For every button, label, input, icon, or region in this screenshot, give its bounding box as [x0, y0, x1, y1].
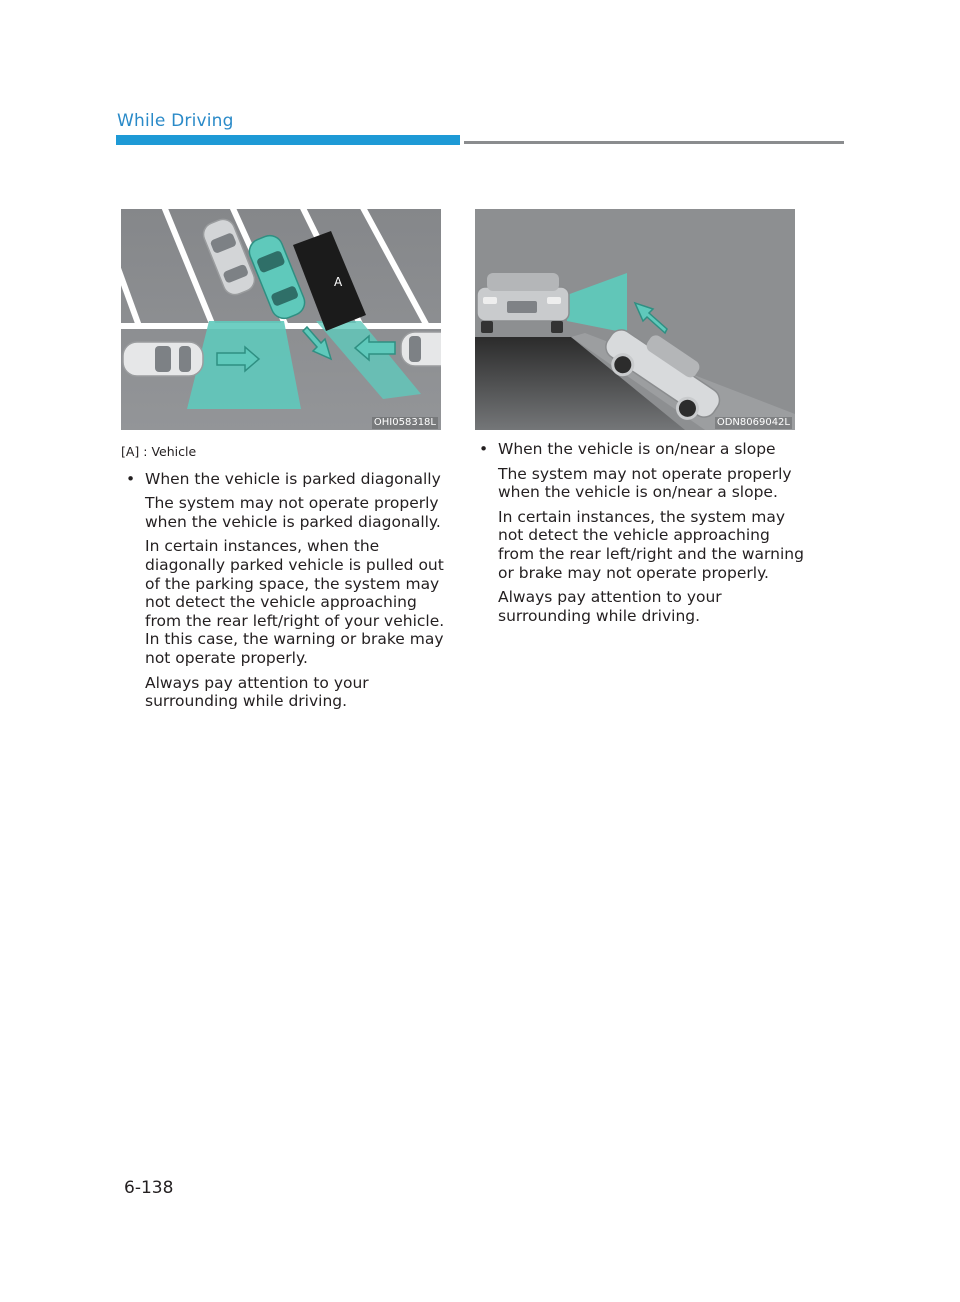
bullet-icon: • — [479, 440, 489, 458]
bullet-heading: • When the vehicle is on/near a slope — [479, 440, 776, 458]
header-rule — [464, 141, 844, 144]
paragraph: The system may not operate properly when the vehicle is on/near a slope. — [498, 464, 792, 502]
figure-code: ODN8069042L — [716, 417, 790, 428]
bullet-icon: • — [126, 469, 136, 488]
paragraph: Always pay attention to your surrounding while driving. — [498, 588, 722, 625]
right-column — [474, 440, 804, 625]
paragraph: In certain instances, the system may not detect the vehicle approaching from the rear left/right and the warning or brake may not operate properly. — [498, 507, 804, 582]
paragraph: Always pay attention to your surrounding while driving. — [145, 673, 369, 711]
page-number: 6-138 — [124, 1178, 174, 1198]
section-title: While Driving — [117, 111, 234, 131]
paragraph: In certain instances, when the diagonally parked vehicle is pulled out of the parking space, the system may not detect the vehicle approaching from the rear left/right of your vehicle. In this case, the warning or brake may not operate properly. — [145, 537, 445, 667]
paragraph: The system may not operate properly when the vehicle is parked diagonally. — [145, 494, 441, 531]
vehicle-a-label: A — [334, 275, 343, 289]
header-rule-accent — [116, 135, 460, 145]
left-column — [121, 443, 451, 711]
bullet-heading: • When the vehicle is parked diagonally — [126, 469, 441, 488]
slope-illustration — [475, 209, 795, 430]
figure-caption: [A] : Vehicle — [121, 444, 197, 459]
diagonal-parking-illustration — [121, 209, 441, 430]
figure-code: OHI058318L — [373, 417, 436, 428]
